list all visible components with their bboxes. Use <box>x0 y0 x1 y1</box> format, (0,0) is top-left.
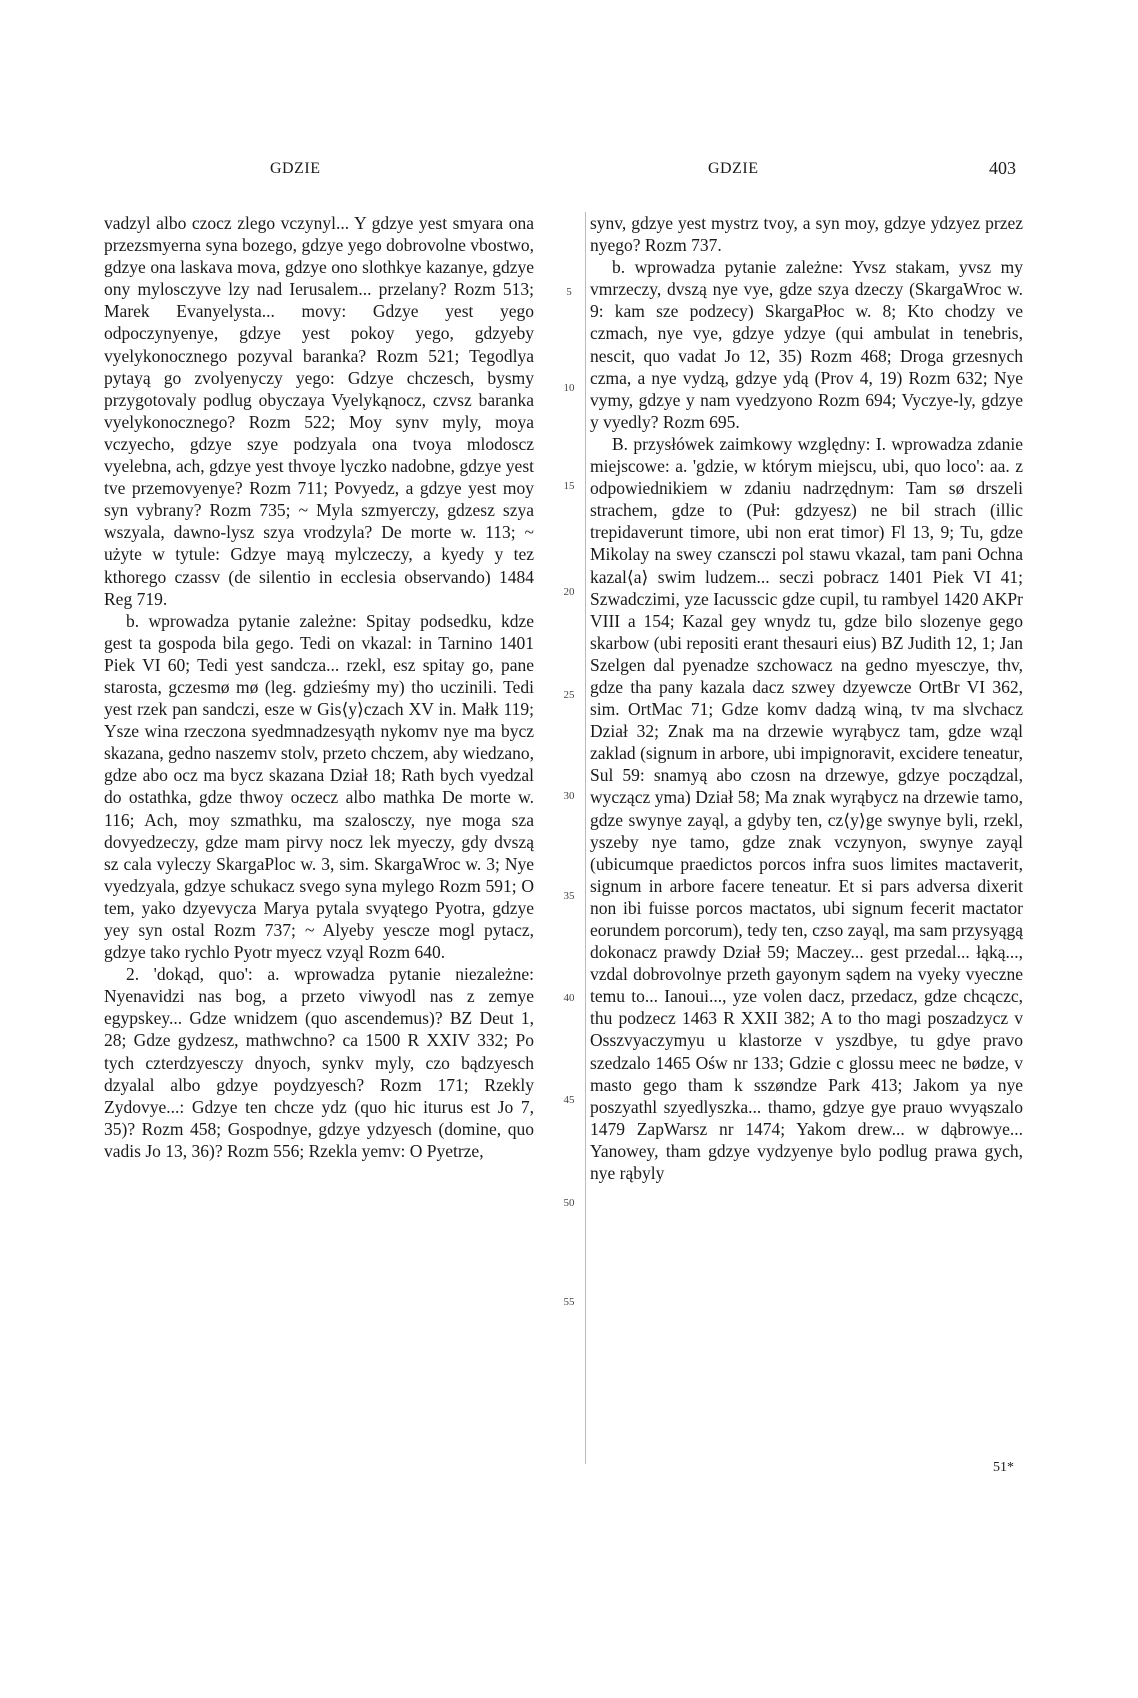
line-number: 25 <box>563 689 575 701</box>
line-number: 15 <box>563 480 575 492</box>
signature-mark: 51* <box>993 1460 1014 1475</box>
left-paragraph: vadzyl albo czocz zlego vczynyl... Y gdzye yest smyara ona przezsmyerna syna bozego, gdzye yego dobrovolne vbostwo, gdzye ona laskava mova, gdzye ono slothkye kazanye, gdzye ony mylosczyve lzy nad Ierusalem... przelany? Rozm 513; Marek Evanyelysta... movy: Gdzye yest yego odpoczynyenye, gdzye yest pokoy yego, gdzyeby vyelykonocznego pozyval baranka? Rozm 521; Tegodlya pytayą go zvolyenyczy yego: Gdzye chczesch, bysmy przygotovaly podlug obyczaya Vyelykąnocz, czvsz baranka vyelykonocznego? Rozm 522; Moy synv myly, moya vczyecho, gdzye szye podzyala ona tvoya mlodoscz vyelebna, ach, gdzye yest thvoye lyczko nadobne, gdzye yest tve przemovyenye? Rozm 711; Povyedz, a gdzye yest moy syn vybrany? Rozm 735; ~ Myla szmyerczy, gdzesz szya wszyala, dawno-lysz szya vrodzyla? De morte w. 113; ~ użyte w tytule: Gdzye mayą mylczeczy, a kyedy y tez kthorego czassv (de silentio in ecclesia observando) 1484 Reg 719. <box>104 213 534 609</box>
left-paragraph: 2. 'dokąd, quo': a. wprowadza pytanie niezależne: Nyenavidzi nas bog, a przeto viwyodl nas z zemye egypskey... Gdze wnidzem (quo ascendemus)? BZ Deut 1, 28; Gdze gydzesz, mathwchno? ca 1500 R XXIV 332; Po tych czterdzyesczy dnyoch, synkv myly, czo bądzyesch dzyalal albo gdzye poydzyesch? Rozm 171; Rzekly Zydovye...: Gdzye ten chcze ydz (quo hic iturus est Jo 7, 35)? Rozm 458; Gospodnye, gdzye ydzyesch (domine, quo vadis Jo 13, 36)? Rozm 556; Rzekla yemv: O Pyetrze, <box>104 964 534 1161</box>
right-column <box>590 212 1023 1184</box>
left-column <box>104 212 534 1162</box>
line-number: 5 <box>566 286 572 298</box>
line-number: 55 <box>563 1296 575 1308</box>
line-number: 10 <box>563 382 575 394</box>
line-number: 30 <box>563 790 575 802</box>
line-number: 20 <box>563 586 575 598</box>
left-paragraph: b. wprowadza pytanie zależne: Spitay podsedku, kdze gest ta gospoda bila gego. Tedi on vkazal: in Tarnino 1401 Piek VI 60; Tedi yest sandcza... rzekl, esz spitay go, pane starosta, gczesmø mø (leg. gdzieśmy my) tho uczinili. Tedi yest rzek pan sandczi, esze w Gis⟨y⟩czach XV in. Małk 119; Ysze wina rzeczona syedmnadzesyąth nykomv nye ma bycz skazana, gedno naszemv stolv, przeto chczem, aby wiedzano, gdze abo ocz ma bycz skazana Dział 18; Rath bych vyedzal do ostathka, gdze thwoy oczecz albo mathka De morte w. 116; Ach, moy szmathku, ma szalosczy, nye moga sza dovyedzeczy, gdze mam pirvy nocz lek myeczy, gdy dvszą sz cala vyleczy SkargaPloc w. 3, sim. SkargaWroc w. 3; Nye vyedzyala, gdzye schukacz svego syna mylego Rozm 591; O tem, yako dzyevycza Marya pytala svyątego Pyotra, gdzye yey syn ostal Rozm 737; ~ Alyeby yescze mogl pytacz, gdzye tako rychlo Pyotr myecz vzyąl Rozm 640. <box>104 610 534 963</box>
line-number: 50 <box>563 1197 575 1209</box>
right-paragraph: B. przysłówek zaimkowy względny: I. wprowadza zdanie miejscowe: a. 'gdzie, w którym miejscu, ubi, quo loco': aa. z odpowiednikiem w zdaniu nadrzędnym: Tam sø drszeli strachem, gdze to (Puł: gdzyesz) ne bil strach (illic trepidaverunt timore, ubi non erat timor) Fl 13, 9; Tu, gdze Mikolay na swey czansczi pol stawu vkazal, tam pani Ochna kazal⟨a⟩ swim ludzem... seczi pobracz 1401 Piek VI 41; Szwadczimi, yze Iacusscic gdze cupil, tu rambyel 1420 AKPr VIII a 154; Kazal gey wnydz tu, gdze bilo slozenye gego skarbow (ubi repositi erant thesauri eius) BZ Judith 12, 1; Jan Szelgen dal pyenadze szchowacz na gedno myesczye, thv, gdze tha pany kazala dacz szwey dzyewcze OrtBr VI 362, sim. OrtMac 71; Gdze komv dadzą winą, tv ma slvchacz Dział 32; Znak ma na drzewie wyrąbycz tam, gdze wząl zaklad (signum in arbore, ubi impignoravit, excidere teneatur, Sul 59: snamyą abo czosn na drzewye, gdzye począdzal, wyczącz yma) Dział 58; Ma znak wyrąbycz na drzewie tamo, gdze swynye zayąl, a gdyby ten, cz⟨y⟩ge swynye byli, rzekl, yszeby nye tamo, gdze znak vczynyon, swynye zayąl (ubicumque praedictos porcos infra suos limites mactaverit, signum in arbore facere teneatur. Et si pars adversa dixerit non ibi fuisse porcos mactatos, ubi signum fecerit mactator eorundem porcorum), tedy ten, czso zayąl, ma sam przysyągą dokonacz prawdy Dział 59; Maczey... gest przedal... łąką..., vzdal dobrovolnye przeth gayonym sądem na vyeky vyeczne temu to... Ianoui..., yze volen dacz, przedacz, gdze chcączc, thu podzecz 1463 R XXII 382; A to tho magi poszadzycz v Osszvyaczymyu u klastorze v yszdbye, tu gdye pravo szedzalo 1465 Ośw nr 133; Gdzie c glossu meec ne bødze, v masto gego tham k sszøndze Park 413; Jakom ya nye poszyathl szyedlyszka... thamo, gdzye gye prauo wvyąszalo 1479 ZapWarsz nr 1474; Yakom drew... w dąbrowye... Yanowey, tham gdzye vydzyenye bylo podlug prawa gych, nye rąbyly <box>590 433 1023 1184</box>
line-number: 40 <box>563 992 575 1004</box>
page-number: 403 <box>989 158 1016 178</box>
right-paragraph: synv, gdzye yest mystrz tvoy, a syn moy, gdzye ydzyez przez nyego? Rozm 737. <box>590 213 1023 256</box>
right-running-head: GDZIE <box>708 160 759 177</box>
line-number: 35 <box>563 890 575 902</box>
column-divider <box>585 212 586 1464</box>
left-running-head: GDZIE <box>270 160 321 177</box>
line-number: 45 <box>563 1094 575 1106</box>
right-paragraph: b. wprowadza pytanie zależne: Yvsz stakam, yvsz my vmrzeczy, dvszą nye vye, gdze szya dzeczy (SkargaWroc w. 9: kam sze podzecy) SkargaPłoc w. 8; Kto chodzy ve czmach, nye vye, gdzye ydzye (qui ambulat in tenebris, nescit, quo vadat Jo 12, 35) Rozm 468; Droga grzesnych czma, a nye vydzą, gdzye ydą (Prov 4, 19) Rozm 632; Nye vymy, gdzye y nam vyedzyono Rozm 694; Vyczye-ly, gdzye y vyedly? Rozm 695. <box>590 257 1023 432</box>
